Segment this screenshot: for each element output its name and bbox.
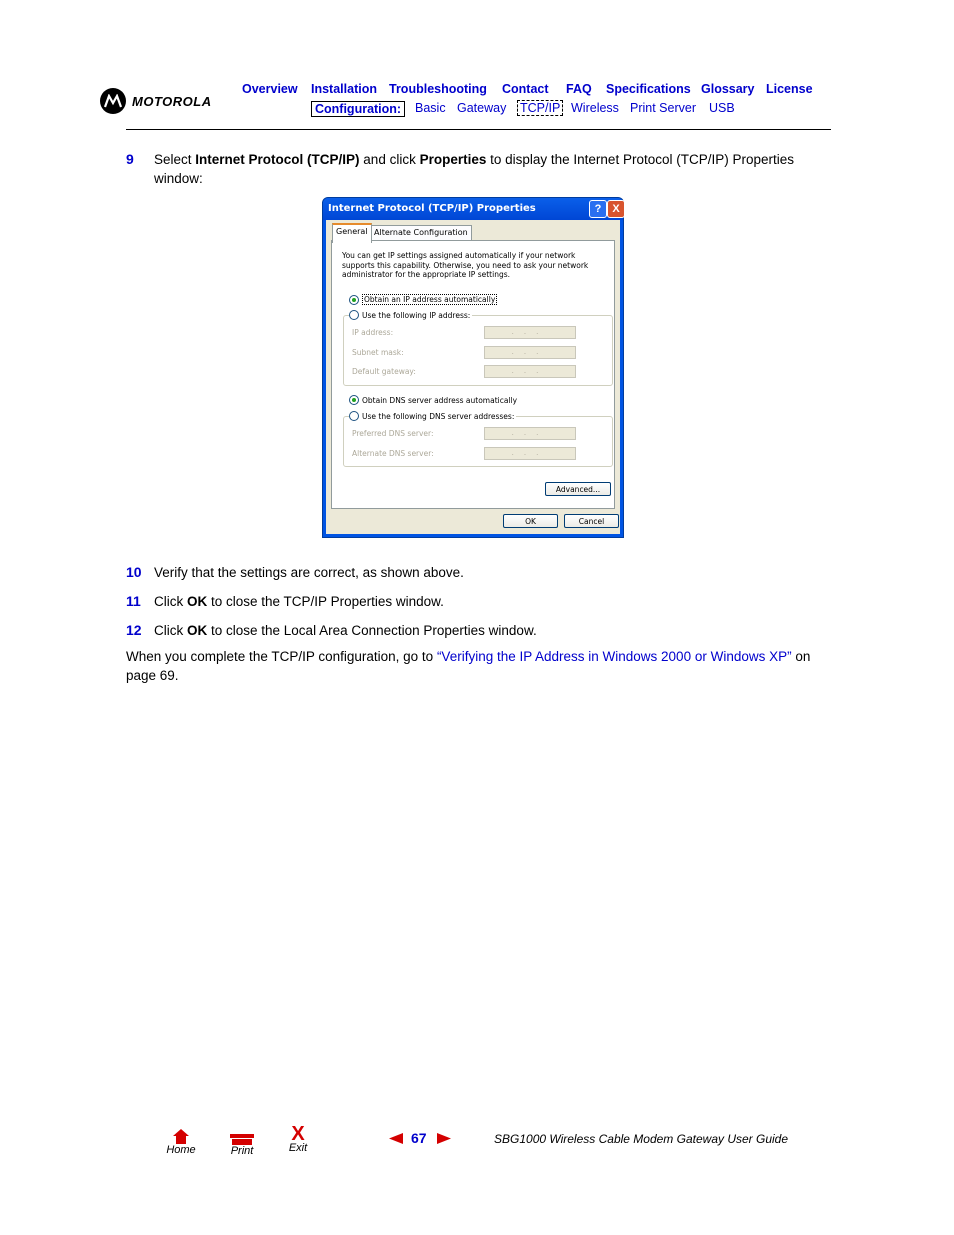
nav-troubleshooting[interactable]: Troubleshooting [389,82,487,96]
step-number: 10 [126,564,142,580]
nav-wireless[interactable]: Wireless [571,101,619,115]
step-number: 11 [126,593,141,609]
subnet-mask-field[interactable]: ... [484,346,576,359]
printer-icon [228,1132,256,1146]
nav-print-server[interactable]: Print Server [630,101,696,115]
nav-basic[interactable]: Basic [415,101,446,115]
print-label: Print [230,1145,254,1157]
tcpip-properties-dialog [322,197,624,538]
help-icon[interactable]: ? [589,200,607,218]
guide-title: SBG1000 Wireless Cable Modem Gateway User Guide [494,1132,789,1146]
text: to display the Internet Protocol (TCP/IP) Properties window: [154,152,794,186]
step-text: Verify that the settings are correct, as shown above. [154,565,464,580]
step-text [154,621,834,640]
nav-contact[interactable]: Contact [502,82,549,96]
default-gateway-field[interactable]: ... [484,365,576,378]
preferred-dns-label: Preferred DNS server: [352,429,434,438]
step-text [154,592,834,611]
radio-selected-icon [349,295,359,305]
motorola-logo [100,88,212,114]
radio-label: Obtain an IP address automatically [364,295,496,304]
ok-button[interactable]: OK [503,514,558,528]
text: and click [359,152,420,167]
nav-installation[interactable]: Installation [311,82,377,96]
nav-overview[interactable]: Overview [242,82,298,96]
text: on page 69. [126,649,811,683]
radio-selected-icon [349,395,359,405]
exit-x-icon: X [291,1123,305,1145]
step-text [154,150,834,188]
ip-address-field[interactable]: ... [484,326,576,339]
text: Select [154,152,196,167]
bold-text: OK [187,623,208,638]
tab-general[interactable]: General [332,223,372,243]
general-panel [331,240,615,509]
radio-obtain-dns-auto[interactable] [349,395,517,405]
print-button[interactable] [225,1132,259,1157]
text: to close the TCP/IP Properties window. [207,594,444,609]
exit-label: Exit [288,1142,308,1154]
exit-button[interactable] [283,1124,313,1154]
next-page-icon[interactable] [437,1133,451,1144]
home-label: Home [166,1144,196,1156]
radio-use-following-ip[interactable] [349,310,472,320]
dialog-title: Internet Protocol (TCP/IP) Properties [328,203,536,214]
close-icon[interactable]: X [607,200,625,218]
dialog-body [326,220,620,534]
subnet-mask-label: Subnet mask: [352,348,404,357]
radio-use-following-dns[interactable] [349,411,516,421]
radio-unselected-icon [349,411,359,421]
motorola-batwing-icon [100,88,126,114]
text: Click [154,594,187,609]
nav-tcpip[interactable]: TCP/IP [517,100,563,116]
nav-configuration[interactable]: Configuration: [311,101,405,117]
radio-label: Use the following IP address: [362,310,471,320]
step-number: 9 [126,151,134,167]
bold-text: OK [187,594,208,609]
verifying-ip-link[interactable]: “Verifying the IP Address in Windows 2000 or Windows XP” [436,649,792,664]
advanced-button[interactable]: Advanced... [545,482,611,496]
closing-paragraph [126,647,826,685]
cancel-button[interactable]: Cancel [564,514,619,528]
prev-page-icon[interactable] [389,1133,403,1144]
text: When you complete the TCP/IP configuration, go to [126,649,437,664]
default-gateway-label: Default gateway: [352,367,416,376]
nav-faq[interactable]: FAQ [566,82,592,96]
text: to close the Local Area Connection Properties window. [207,623,537,638]
radio-label: Obtain DNS server address automatically [362,395,518,405]
page-number: 67 [411,1130,427,1146]
ip-address-label: IP address: [352,328,394,337]
home-button[interactable] [163,1128,199,1156]
alternate-dns-field[interactable]: ... [484,447,576,460]
dialog-description: You can get IP settings assigned automatically if your network supports this capability. Otherwise, you need to ask your network administrator for the appropriate IP settings. [342,251,589,279]
alternate-dns-label: Alternate DNS server: [352,449,434,458]
brand-name: MOTOROLA [132,93,212,109]
home-icon [172,1128,190,1145]
bold-text: Properties [419,152,487,167]
bold-text: Internet Protocol (TCP/IP) [195,152,360,167]
radio-label: Use the following DNS server addresses: [362,411,515,421]
step-number: 12 [126,622,142,638]
tab-alternate-configuration[interactable]: Alternate Configuration [370,225,472,241]
dialog-titlebar [323,198,623,220]
nav-usb[interactable]: USB [709,101,735,115]
header-divider [126,129,831,130]
nav-specifications[interactable]: Specifications [606,82,691,96]
radio-unselected-icon [349,310,359,320]
text: Click [154,623,187,638]
radio-obtain-ip-auto[interactable] [349,294,497,305]
nav-license[interactable]: License [766,82,813,96]
nav-gateway[interactable]: Gateway [457,101,507,115]
preferred-dns-field[interactable]: ... [484,427,576,440]
nav-glossary[interactable]: Glossary [701,82,755,96]
